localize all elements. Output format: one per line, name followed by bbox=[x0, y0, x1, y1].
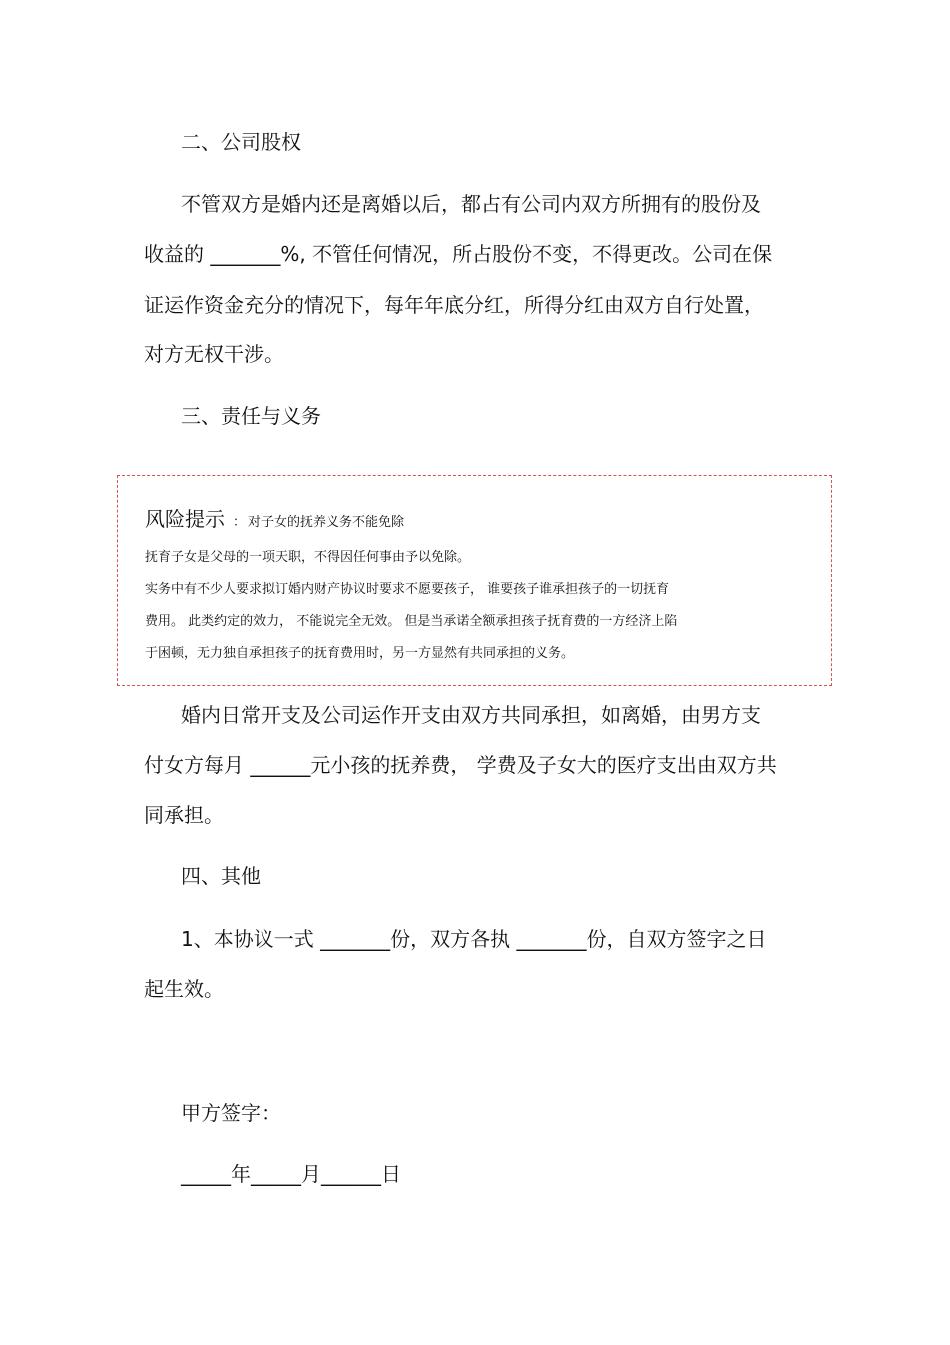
risk-line-1: 抚育子女是父母的一项天职，不得因任何事由予以免除。 bbox=[145, 550, 471, 565]
risk-line-4: 于困顿，无力独自承担孩子的抚育费用时，另一方显然有共同承担的义务。 bbox=[145, 646, 575, 661]
risk-warning-box bbox=[117, 475, 832, 686]
signature-date-line: _____年_____月______日 bbox=[181, 1162, 401, 1186]
section4-heading: 四、其他 bbox=[181, 864, 261, 888]
risk-line-2: 实务中有不少人要求拟订婚内财产协议时要求不愿要孩子， 谁要孩子谁承担孩子的一切抚育 bbox=[145, 582, 670, 597]
section2-heading: 二、公司股权 bbox=[181, 130, 301, 154]
section2-line-2: 收益的 _______%, 不管任何情况，所占股份不变，不得更改。公司在保 bbox=[144, 242, 773, 266]
section4-line-2: 起生效。 bbox=[144, 977, 224, 1001]
risk-title-main: 风险提示 bbox=[145, 507, 225, 531]
section2-line-4: 对方无权干涉。 bbox=[144, 342, 284, 366]
signature-label: 甲方签字： bbox=[181, 1101, 281, 1125]
section3-body-line-1: 婚内日常开支及公司运作开支由双方共同承担，如离婚，由男方支 bbox=[181, 703, 761, 727]
section4-line-1: 1、本协议一式 _______份，双方各执 _______份，自双方签字之日 bbox=[181, 927, 767, 951]
risk-line-3: 费用。 此类约定的效力， 不能说完全无效。 但是当承诺全额承担孩子抚育费的一方经济上陷 bbox=[145, 614, 678, 629]
section2-line-3: 证运作资金充分的情况下，每年年底分红，所得分红由双方自行处置， bbox=[144, 293, 764, 317]
section3-body-line-3: 同承担。 bbox=[144, 803, 224, 827]
risk-title bbox=[145, 503, 404, 532]
risk-title-subtitle: 对子女的抚养义务不能免除 bbox=[248, 515, 405, 530]
section3-heading: 三、责任与义务 bbox=[181, 404, 321, 428]
section3-body-line-2: 付女方每月 ______元小孩的抚养费， 学费及子女大的医疗支出由双方共 bbox=[144, 753, 777, 777]
section2-line-1: 不管双方是婚内还是离婚以后，都占有公司内双方所拥有的股份及 bbox=[181, 192, 761, 216]
risk-title-separator: ： bbox=[233, 515, 247, 530]
